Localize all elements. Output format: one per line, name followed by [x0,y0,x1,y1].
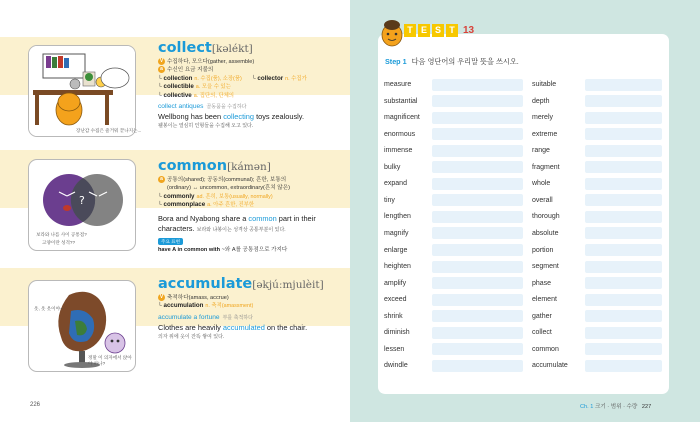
question-row [384,128,523,141]
answer-box[interactable] [585,343,662,355]
question-row [532,359,662,372]
answer-box[interactable] [432,327,523,339]
question-row [532,293,662,306]
question-row [384,277,523,290]
question-word: substantial [384,97,418,105]
headword: accumulate[əkjúːmjulèit] [158,276,324,292]
question-word: shrink [384,312,403,320]
answer-box[interactable] [585,360,662,372]
sense-row: a 공통의(shared); 공동의(communal); 흔한, 보통의 [158,176,344,184]
question-row [384,161,523,174]
question-word: enlarge [384,246,408,254]
question-word: range [532,147,550,155]
answer-box[interactable] [432,294,523,306]
idiom-tag: 주요 표현 [158,238,183,245]
question-word: suitable [532,81,557,88]
question-row [532,194,662,207]
answer-box[interactable] [432,211,523,223]
question-word: expand [384,180,407,188]
question-row [532,260,662,273]
example-sentence: Bora and Nyabong share a common part in their characters. 보라와 냐봉이는 성격상 공통부분이 있다. [158,213,316,233]
answer-box[interactable] [585,112,662,124]
question-word: whole [532,180,551,188]
question-word: segment [532,263,559,271]
question-row [384,210,523,223]
question-row [532,277,662,290]
question-row [532,244,662,257]
entry-common [158,157,344,254]
answer-box[interactable] [585,161,662,173]
derivative-row: └ accumulation n. 축적(amassment) [158,302,254,310]
answer-box[interactable] [585,327,662,339]
question-word: magnify [384,229,409,237]
question-row [384,244,523,257]
question-row [384,78,523,91]
question-word: immense [384,147,413,155]
answer-box[interactable] [432,112,523,124]
question-word: accumulate [532,362,568,370]
answer-box[interactable] [585,310,662,322]
answer-box[interactable] [585,227,662,239]
answer-box[interactable] [585,294,662,306]
entry-collect [158,39,344,131]
question-row [384,326,523,339]
example-sentence: Wellbong has been collecting toys zealously. [158,112,304,122]
question-word: phase [532,279,552,287]
footer: Ch. 1 크기 · 범위 · 수량 227 [580,404,652,410]
question-row [532,210,662,223]
question-word: element [532,296,557,304]
answer-box[interactable] [585,178,662,190]
question-word: diminish [384,329,410,337]
derivative-row: └ commonplace a. 아주 흔한, 진부한 [158,201,255,209]
question-word: dwindle [384,362,408,370]
illus-caption-accumulate-1: 옷, 옷 옷이야~ [34,306,63,311]
question-row [384,144,523,157]
answer-box[interactable] [432,343,523,355]
question-word: collect [532,329,552,337]
collocation: collect antiques 골동품을 수집하다 [158,103,247,111]
test-mascot [380,17,404,47]
derivative-row: └ collectible a. 모을 수 있는 [158,83,231,91]
question-word: lengthen [384,213,411,221]
sense-row: a 수신인 요금 지불의 [158,66,344,74]
answer-box[interactable] [585,277,662,289]
question-word: extreme [532,130,558,138]
test-letter: T [446,24,458,37]
question-word: gather [532,312,552,320]
question-row [532,326,662,339]
question-word: thorough [532,213,560,221]
sense-row: V 축적하다(amass, accrue) [159,294,229,301]
test-letter: S [432,24,444,37]
idiom: have A in common with ~와 A를 공통점으로 가지다 [158,247,288,254]
sense-row: (ordinary) ↔ uncommon, extraordinary(흔치 않은) [167,185,290,192]
answer-box[interactable] [585,194,662,206]
illus-caption-common-2: 고양이란 성격?? [42,240,76,245]
derivative-row: └ collective a. 집단의, 단체의 [158,91,234,99]
example-translation: 의자 위에 옷이 잔뜩 쌓여 있다. [158,334,225,341]
example-sentence: Clothes are heavily accumulated on the chair. [158,323,308,333]
question-row [384,227,523,240]
illus-caption-common-1: 보라와 나를 사이 공통점? [36,232,87,237]
answer-box[interactable] [585,211,662,223]
answer-box[interactable] [432,161,523,173]
question-row [532,310,662,323]
question-row [532,111,662,124]
question-word: measure [384,81,412,88]
question-row [384,293,523,306]
question-word: enormous [384,130,416,138]
question-row [532,161,662,174]
derivative-row: └ commonly ad. 흔히, 보통(usually, normally) [158,192,273,200]
illus-caption-accumulate-2: 정말 이 의자에서 앉아야 하나? [88,355,132,366]
question-row [532,128,662,141]
test-title [404,24,458,37]
answer-box[interactable] [585,95,662,107]
question-word: magnificent [384,114,420,122]
derivative-row: └ collection n. 수집(품), 소장(품) └ collector n. 수집가 [158,74,307,82]
answer-box[interactable] [585,244,662,256]
test-letter: E [418,24,430,37]
answer-box[interactable] [432,145,523,157]
svg-text:?: ? [79,194,85,207]
answer-box[interactable] [432,360,523,372]
answer-box[interactable] [585,79,662,91]
question-row [384,260,523,273]
answer-box[interactable] [432,244,523,256]
question-row [532,177,662,190]
question-word: common [532,345,559,353]
step-instruction: Step 1 다음 영단어의 우리말 뜻을 쓰시오. [385,57,519,66]
answer-box[interactable] [432,128,523,140]
question-word: absolute [532,229,559,237]
answer-box[interactable] [585,261,662,273]
question-word: heighten [384,263,411,271]
question-row [532,227,662,240]
answer-box[interactable] [432,194,523,206]
answer-box[interactable] [432,178,523,190]
page-number-left: 226 [30,402,41,408]
question-word: bulky [384,163,401,171]
answer-box[interactable] [432,227,523,239]
question-row [532,144,662,157]
headword: collect[kəlékt] [158,40,253,56]
answer-box[interactable] [432,261,523,273]
question-word: depth [532,97,550,105]
question-word: amplify [384,279,407,287]
question-word: fragment [532,163,560,171]
question-row [532,343,662,356]
question-row [384,343,523,356]
headword: common[kámən] [158,158,271,174]
question-word: lessen [384,345,405,353]
illus-caption-collect: 장난감 수집은 즐거워 끝나지는... [76,128,142,133]
answer-box[interactable] [432,310,523,322]
question-word: exceed [384,296,407,304]
question-row [384,177,523,190]
sense-row: V 수집하다, 모으다(gather, assemble) [159,58,255,65]
entry-accumulate [158,275,344,342]
answer-box[interactable] [432,95,523,107]
question-word: portion [532,246,554,254]
example-translation: 웰봉이는 열심히 인형들을 수집해 오고 있다. [158,123,254,130]
question-word: merely [532,114,554,122]
question-row [384,194,523,207]
question-word: tiny [384,196,395,204]
question-row [532,78,662,91]
answer-box[interactable] [585,128,662,140]
test-letter: T [404,24,416,37]
question-row [384,359,523,372]
answer-box[interactable] [432,79,523,91]
question-row [532,95,662,108]
question-row [384,310,523,323]
collocation: accumulate a fortune 부를 축적하다 [158,313,253,321]
question-row [384,111,523,124]
answer-box[interactable] [585,145,662,157]
answer-box[interactable] [432,277,523,289]
test-number: 13 [463,25,475,36]
illustration-collect [28,45,136,137]
question-row [384,95,523,108]
question-word: overall [532,196,553,204]
